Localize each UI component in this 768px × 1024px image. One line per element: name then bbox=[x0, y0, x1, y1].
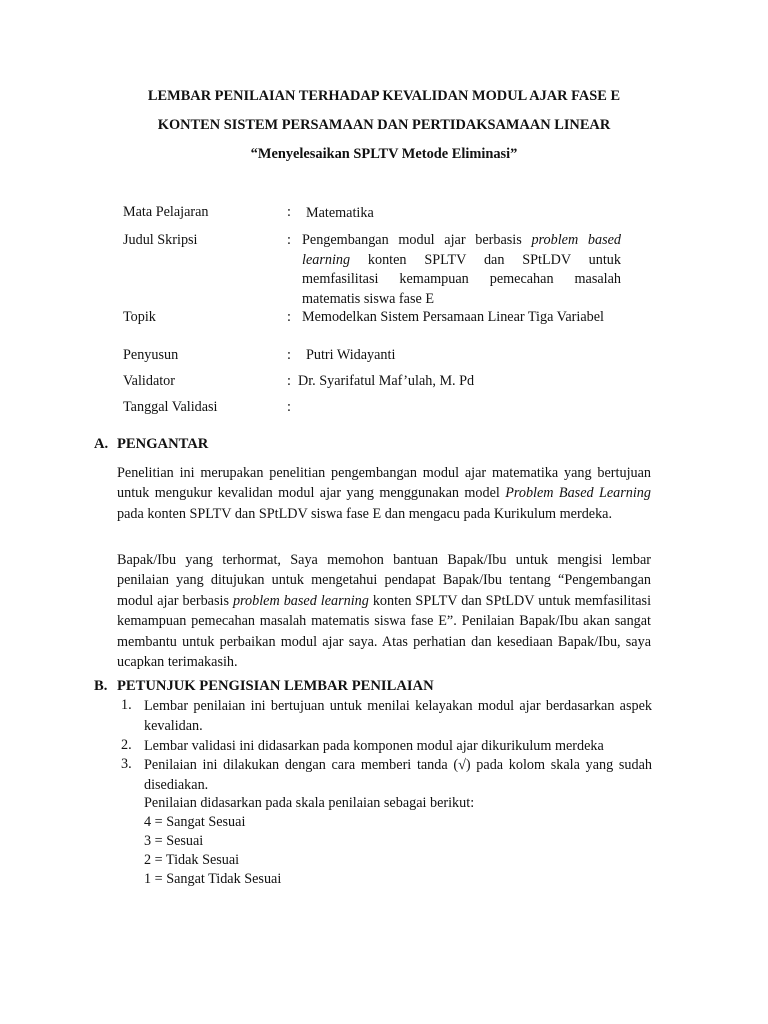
colon: : bbox=[287, 347, 291, 363]
colon: : bbox=[287, 232, 291, 248]
tanggal-validasi-label: Tanggal Validasi bbox=[123, 399, 218, 415]
scale-intro: Penilaian didasarkan pada skala penilaian sebagai berikut: bbox=[144, 795, 475, 811]
topik-value: Memodelkan Sistem Persamaan Linear Tiga Variabel bbox=[302, 309, 604, 325]
penyusun-label: Penyusun bbox=[123, 347, 179, 363]
scale-item: 2 = Tidak Sesuai bbox=[144, 852, 240, 868]
list-item: Lembar penilaian ini bertujuan untuk menilai kelayakan modul ajar berdasarkan aspek kevalidan. bbox=[144, 698, 652, 734]
list-item: Lembar validasi ini didasarkan pada komponen modul ajar dikurikulum merdeka bbox=[144, 738, 604, 754]
document-title-line-2: KONTEN SISTEM PERSAMAAN DAN PERTIDAKSAMAAN LINEAR bbox=[157, 117, 611, 133]
validator-label: Validator bbox=[123, 373, 176, 389]
penyusun-value: Putri Widayanti bbox=[306, 347, 396, 363]
list-item-number: 3. bbox=[121, 756, 132, 772]
validator-value: Dr. Syarifatul Maf’ulah, M. Pd bbox=[298, 373, 475, 389]
mata-pelajaran-value: Matematika bbox=[306, 205, 374, 221]
judul-skripsi-value: Pengembangan modul ajar berbasis problem based learning konten SPLTV dan SPtLDV untuk memfasilitasi kemampuan pemecahan masalah matematis siswa fase E bbox=[302, 232, 621, 307]
section-a-heading: A. PENGANTAR bbox=[94, 436, 209, 452]
list-item: Penilaian ini dilakukan dengan cara memberi tanda (√) pada kolom skala yang sudah disediakan. bbox=[144, 757, 652, 793]
colon: : bbox=[287, 399, 291, 415]
topik-label: Topik bbox=[123, 309, 156, 325]
pengantar-paragraph-2: Bapak/Ibu yang terhormat, Saya memohon bantuan Bapak/Ibu untuk mengisi lembar penilaian yang ditujukan untuk mengetahui pendapat Bapak/Ibu tentang “Pengembangan modul ajar berbasis problem based learning konten SPLTV dan SPtLDV untuk memfasilitasi kemampuan pemecahan masalah matematis siswa fase E”. Penilaian Bapak/Ibu akan sangat membantu untuk perbaikan modul ajar saya. Atas perhatian dan kesediaan Bapak/Ibu, saya ucapkan terimakasih. bbox=[117, 552, 652, 671]
document-title-line-1: LEMBAR PENILAIAN TERHADAP KEVALIDAN MODUL AJAR FASE E bbox=[147, 88, 621, 104]
pengantar-paragraph-1: Penelitian ini merupakan penelitian pengembangan modul ajar matematika yang bertujuan untuk mengukur kevalidan modul ajar yang menggunakan model Problem Based Learning pada konten SPLTV dan SPtLDV siswa fase E dan mengacu pada Kurikulum merdeka. bbox=[117, 465, 651, 522]
colon: : bbox=[287, 373, 291, 389]
colon: : bbox=[287, 309, 291, 325]
section-b-heading: B. PETUNJUK PENGISIAN LEMBAR PENILAIAN bbox=[94, 678, 434, 694]
scale-item: 1 = Sangat Tidak Sesuai bbox=[144, 871, 282, 887]
scale-item: 4 = Sangat Sesuai bbox=[144, 814, 246, 830]
colon: : bbox=[287, 204, 291, 220]
list-item-number: 1. bbox=[121, 697, 132, 713]
document-subtitle: “Menyelesaikan SPLTV Metode Eliminasi” bbox=[250, 146, 518, 162]
list-item-number: 2. bbox=[121, 737, 132, 753]
judul-skripsi-label: Judul Skripsi bbox=[123, 232, 198, 248]
scale-item: 3 = Sesuai bbox=[144, 833, 204, 849]
mata-pelajaran-label: Mata Pelajaran bbox=[123, 204, 209, 220]
